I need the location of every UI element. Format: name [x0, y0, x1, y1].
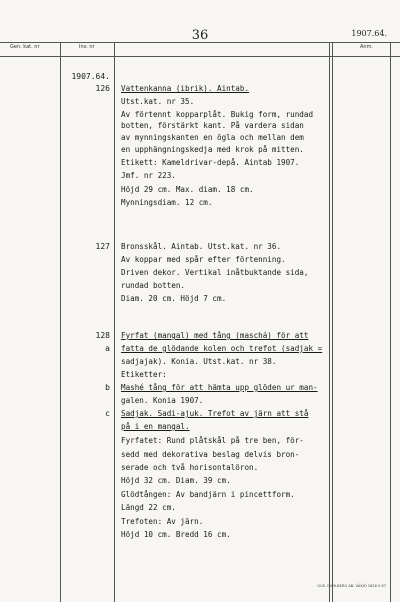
catalog-line: Jmf. nr 223.	[121, 171, 176, 180]
catalog-line: Utst.kat. nr 35.	[121, 97, 195, 106]
catalog-line: Vattenkanna (ibrik). Aintab.	[121, 84, 250, 93]
catalog-line: rundad botten.	[121, 281, 186, 290]
column-header-inv: Inv. nr	[79, 44, 95, 50]
catalog-line: Mynningsdiam. 12 cm.	[121, 198, 213, 207]
inventory-number: 1907.64.	[71, 72, 110, 81]
catalog-line: Etiketter:	[121, 370, 167, 379]
catalog-line: Driven dekor. Vertikal inåtbuktande sida,	[121, 268, 309, 277]
catalog-line: en upphängningskedja med krok på mitten.	[121, 145, 304, 154]
column-divider-2	[114, 43, 115, 602]
catalog-line: Diam. 20 cm. Höjd 7 cm.	[121, 294, 227, 303]
catalog-line: Trefoten: Av järn.	[121, 517, 204, 526]
catalog-line: Höjd 29 cm. Max. diam. 18 cm.	[121, 185, 254, 194]
catalog-line: Av koppar med spår efter förtenning.	[121, 255, 286, 264]
catalog-line: botten, förstärkt kant. På vardera sidan	[121, 121, 304, 130]
column-header-anm: Anm.	[360, 44, 374, 50]
catalog-code: 1907.64.	[351, 29, 387, 38]
inventory-number: b	[105, 383, 110, 392]
column-divider-4	[390, 43, 391, 602]
inventory-number: 126	[95, 84, 110, 93]
inventory-number: a	[105, 344, 110, 353]
column-divider-1	[60, 43, 61, 602]
inventory-number: 128	[95, 331, 110, 340]
catalog-line: Längd 22 cm.	[121, 503, 176, 512]
catalog-line: galen. Konia 1907.	[121, 396, 204, 405]
catalog-line: serade och två horisontalöron.	[121, 463, 259, 472]
printer-imprint: GUS. DAHLBERG AB. VÄXJÖ 1826 5 67	[317, 584, 386, 588]
column-divider-3b	[332, 43, 333, 602]
catalog-line: Fyrfat (mangal) med tång (maschá) för att	[121, 331, 309, 340]
catalog-line: Bronsskål. Aintab. Utst.kat. nr 36.	[121, 242, 282, 251]
inventory-number: c	[105, 409, 110, 418]
catalog-line: Av förtennt kopparplåt. Bukig form, rundad	[121, 110, 314, 119]
catalog-line: Etikett: Kameldrivar-depå. Aintab 1907.	[121, 158, 300, 167]
catalog-line: Sadjak. Sadi-ajuk. Trefot av järn att stå	[121, 409, 309, 418]
catalog-line: Höjd 32 cm. Diam. 39 cm.	[121, 476, 231, 485]
catalog-line: fatta de glödande kolen och trefot (sadjak =	[121, 344, 323, 353]
catalog-line: av mynningskanten en ögla och mellan dem	[121, 133, 304, 142]
catalog-line: på i en mangal.	[121, 422, 190, 431]
catalog-line: Glödtången: Av bandjärn i pincettform.	[121, 490, 295, 499]
column-header-gen-kat: Gen. kat. nr	[10, 44, 40, 50]
inventory-number: 127	[95, 242, 110, 251]
column-divider-3a	[329, 43, 330, 602]
catalog-line: Mashé tång för att hämta upp glöden ur man-	[121, 383, 318, 392]
page-number: 36	[191, 28, 209, 43]
catalog-line: Fyrfatet: Rund plåtskål på tre ben, för-	[121, 436, 304, 445]
catalog-line: Höjd 10 cm. Bredd 16 cm.	[121, 530, 231, 539]
catalog-line: sedd med dekorativa beslag delvis bron-	[121, 450, 300, 459]
catalog-line: sadjajak). Konia. Utst.kat. nr 38.	[121, 357, 277, 366]
